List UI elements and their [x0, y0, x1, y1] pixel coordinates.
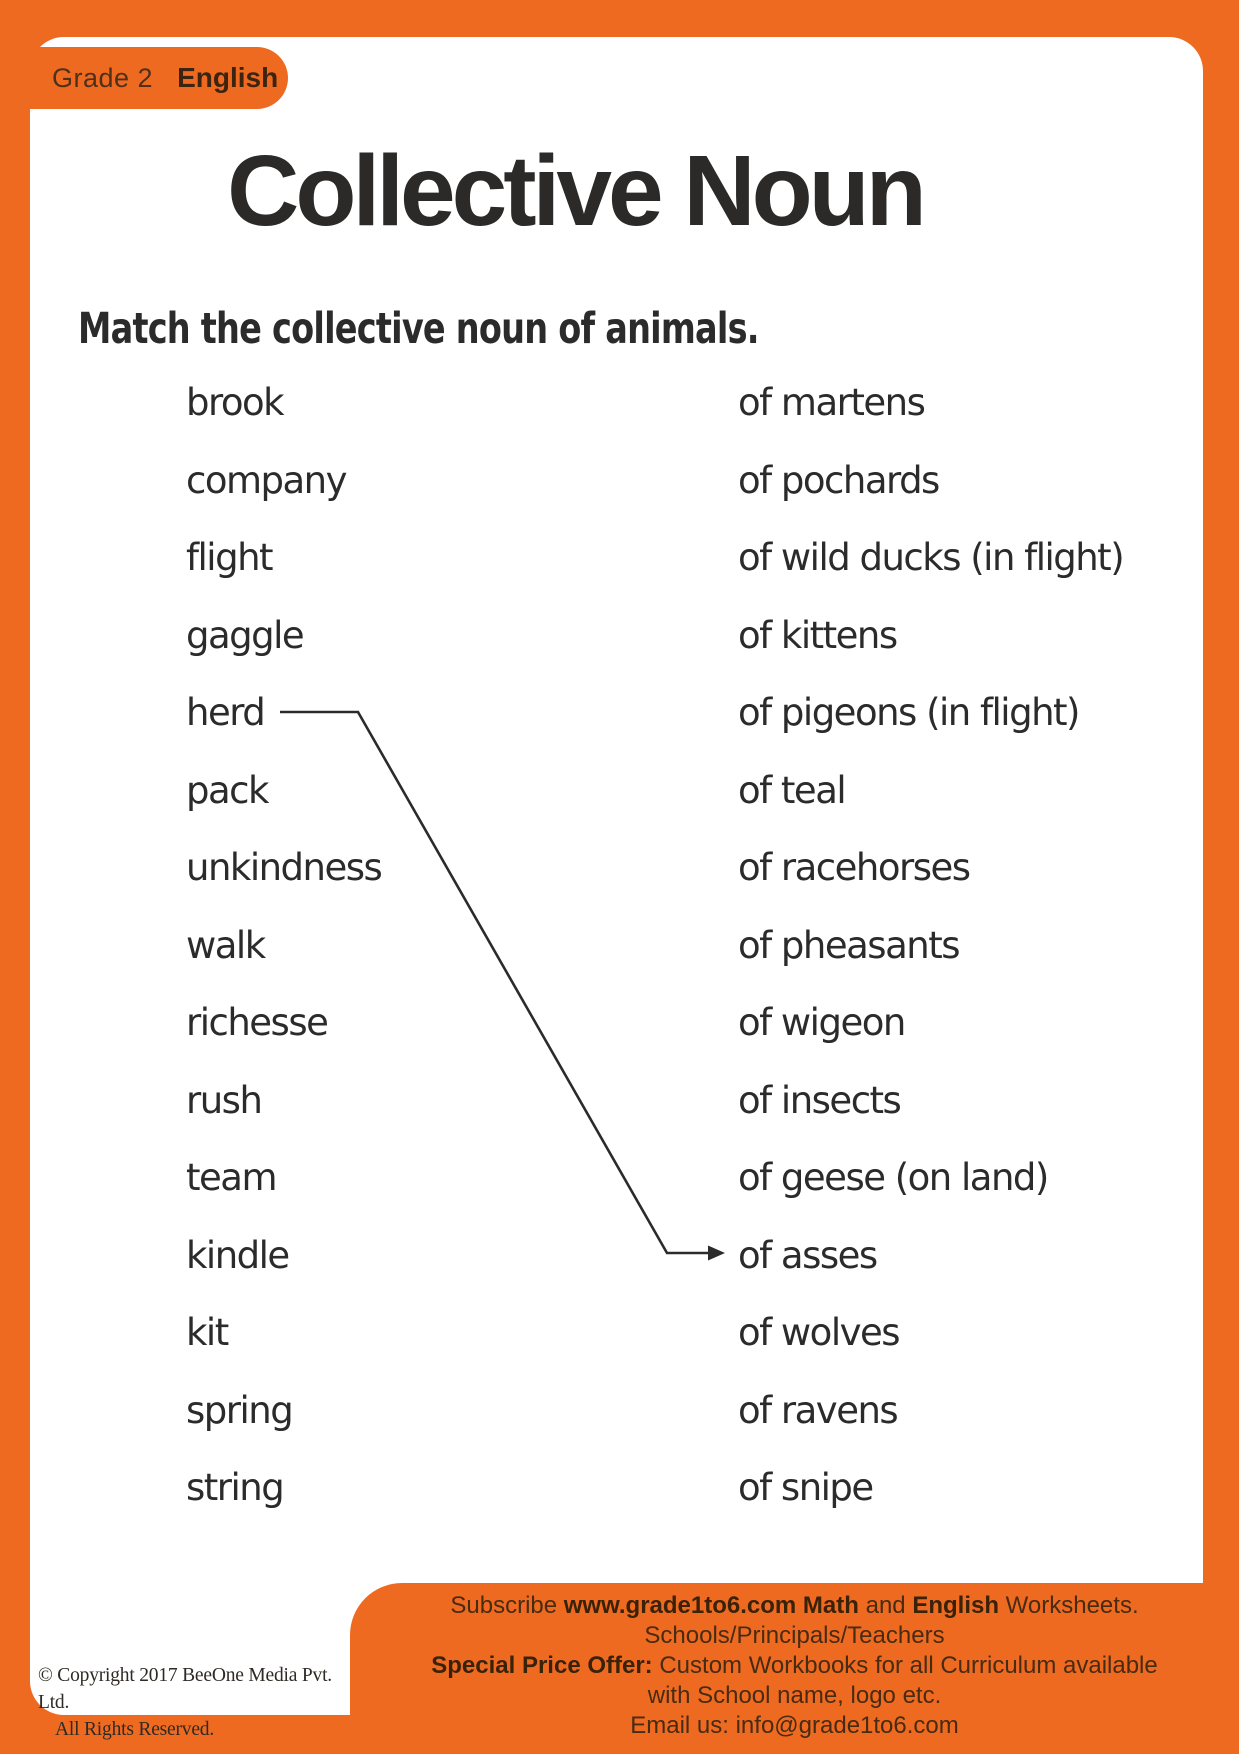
match-right-item: of pochards — [738, 458, 939, 502]
match-right-item: of snipe — [738, 1466, 873, 1509]
match-list-right — [738, 364, 1123, 1527]
footer-line-4: with School name, logo etc. — [647, 1682, 942, 1709]
match-left-item: gaggle — [186, 613, 304, 657]
instruction-text: Match the collective noun of animals. — [78, 304, 759, 354]
match-right-item: of asses — [738, 1233, 877, 1277]
match-right-item: of pigeons (in flight) — [738, 691, 1079, 734]
match-right-item: of ravens — [738, 1388, 898, 1432]
match-left-item: flight — [186, 536, 273, 579]
footer-line-3: Special Price Offer: Custom Workbooks for all Curriculum available — [431, 1652, 1158, 1679]
match-right-item: of wolves — [738, 1311, 900, 1354]
match-list-left — [186, 364, 381, 1527]
match-left-item: kindle — [186, 1233, 289, 1277]
match-left-item: walk — [186, 923, 265, 967]
badge-subject-label: English — [177, 62, 279, 93]
match-left-item: kit — [186, 1311, 228, 1354]
match-left-item: team — [186, 1156, 276, 1199]
match-right-item: of wigeon — [738, 1001, 905, 1044]
match-right-item: of kittens — [738, 613, 897, 657]
match-left-item: brook — [186, 381, 284, 424]
match-right-item: of insects — [738, 1078, 901, 1122]
match-left-item: company — [186, 458, 347, 502]
badge-grade-label: Grade 2 — [52, 62, 154, 93]
grade-subject-badge — [30, 47, 288, 109]
match-right-item: of teal — [738, 768, 846, 812]
footer-banner — [350, 1583, 1239, 1754]
footer-line-1: Subscribe www.grade1to6.com Math and English Worksheets. — [450, 1592, 1139, 1619]
match-left-item: richesse — [186, 1001, 328, 1044]
match-left-item: spring — [186, 1388, 293, 1432]
match-left-item: rush — [186, 1078, 262, 1122]
copyright-line-2: All Rights Reserved. — [55, 1719, 215, 1740]
match-right-item: of racehorses — [738, 846, 970, 889]
copyright-line-1: © Copyright 2017 BeeOne Media Pvt. Ltd. — [38, 1665, 332, 1713]
footer-line-2: Schools/Principals/Teachers — [644, 1622, 945, 1649]
match-right-item: of geese (on land) — [738, 1156, 1048, 1199]
match-left-item: string — [186, 1466, 284, 1509]
match-right-item: of wild ducks (in flight) — [738, 536, 1124, 579]
match-right-item: of martens — [738, 381, 925, 424]
match-left-item: herd — [186, 691, 265, 734]
footer-line-5: Email us: info@grade1to6.com — [630, 1712, 959, 1739]
match-right-item: of pheasants — [738, 923, 959, 967]
match-left-item: pack — [186, 768, 268, 812]
worksheet-title: Collective Noun — [227, 135, 923, 247]
copyright-notice — [38, 1662, 348, 1743]
match-left-item: unkindness — [186, 846, 382, 889]
